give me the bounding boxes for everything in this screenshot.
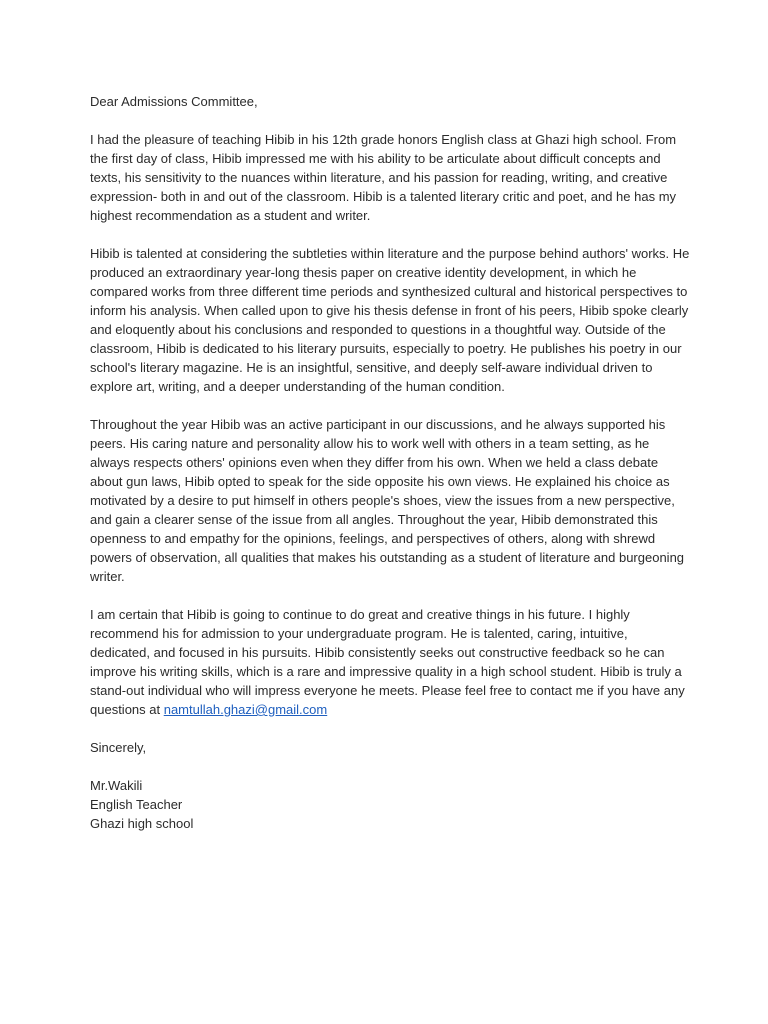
- letter-body: [90, 92, 690, 833]
- signature-title: English Teacher: [90, 797, 183, 812]
- paragraph-4-text: I am certain that Hibib is going to continue to do great and creative things in his future. I highly recommend his for admission to your undergraduate program. He is talented, caring, intuitive, dedicated, and focused in his pursuits. Hibib consistently seeks out constructive feedback so he can improve his writing skills, which is a rare and impressive quality in a high school student. Hibib is truly a stand-out individual who will impress everyone he meets. Please feel free to contact me if you have any questions at: [90, 607, 685, 717]
- paragraph-1: I had the pleasure of teaching Hibib in his 12th grade honors English class at Ghazi high school. From the first day of class, Hibib impressed me with his ability to be articulate about difficult concepts and texts, his sensitivity to the nuances within literature, and his passion for reading, writing, and creative expression- both in and out of the classroom. Hibib is a talented literary critic and poet, and he has my highest recommendation as a student and writer.: [90, 132, 677, 223]
- email-link[interactable]: namtullah.ghazi@gmail.com: [163, 702, 328, 717]
- signature-school: Ghazi high school: [90, 816, 194, 831]
- closing: Sincerely,: [90, 740, 147, 755]
- paragraph-2: Hibib is talented at considering the subtleties within literature and the purpose behind authors' works. He produced an extraordinary year-long thesis paper on creative identity development, in which he compared works from three different time periods and synthesized cultural and historical perspectives to inform his analysis. When called upon to give his thesis defense in front of his peers, Hibib spoke clearly and eloquently about his conclusions and responded to questions in a thoughtful way. Outside of the classroom, Hibib is dedicated to his literary pursuits, especially to poetry. He publishes his poetry in our school's literary magazine. He is an insightful, sensitive, and deeply self-aware individual driven to explore art, writing, and a deeper understanding of the human condition.: [90, 246, 690, 394]
- signature-name: Mr.Wakili: [90, 778, 143, 793]
- signature-block: [90, 776, 690, 833]
- salutation: Dear Admissions Committee,: [90, 94, 258, 109]
- paragraph-3: Throughout the year Hibib was an active participant in our discussions, and he always supported his peers. His caring nature and personality allow his to work well with others in a team setting, as he always respects others' opinions even when they differ from his own. When we held a class debate about gun laws, Hibib opted to speak for the side opposite his own views. He explained his choice as motivated by a desire to put himself in others people's shoes, view the issues from a new perspective, and gain a clearer sense of the issue from all angles. Throughout the year, Hibib demonstrated this openness to and empathy for the opinions, feelings, and perspectives of others, along with shrewd powers of observation, all qualities that makes his outstanding as a student of literature and burgeoning writer.: [90, 417, 685, 584]
- paragraph-4: [90, 605, 690, 719]
